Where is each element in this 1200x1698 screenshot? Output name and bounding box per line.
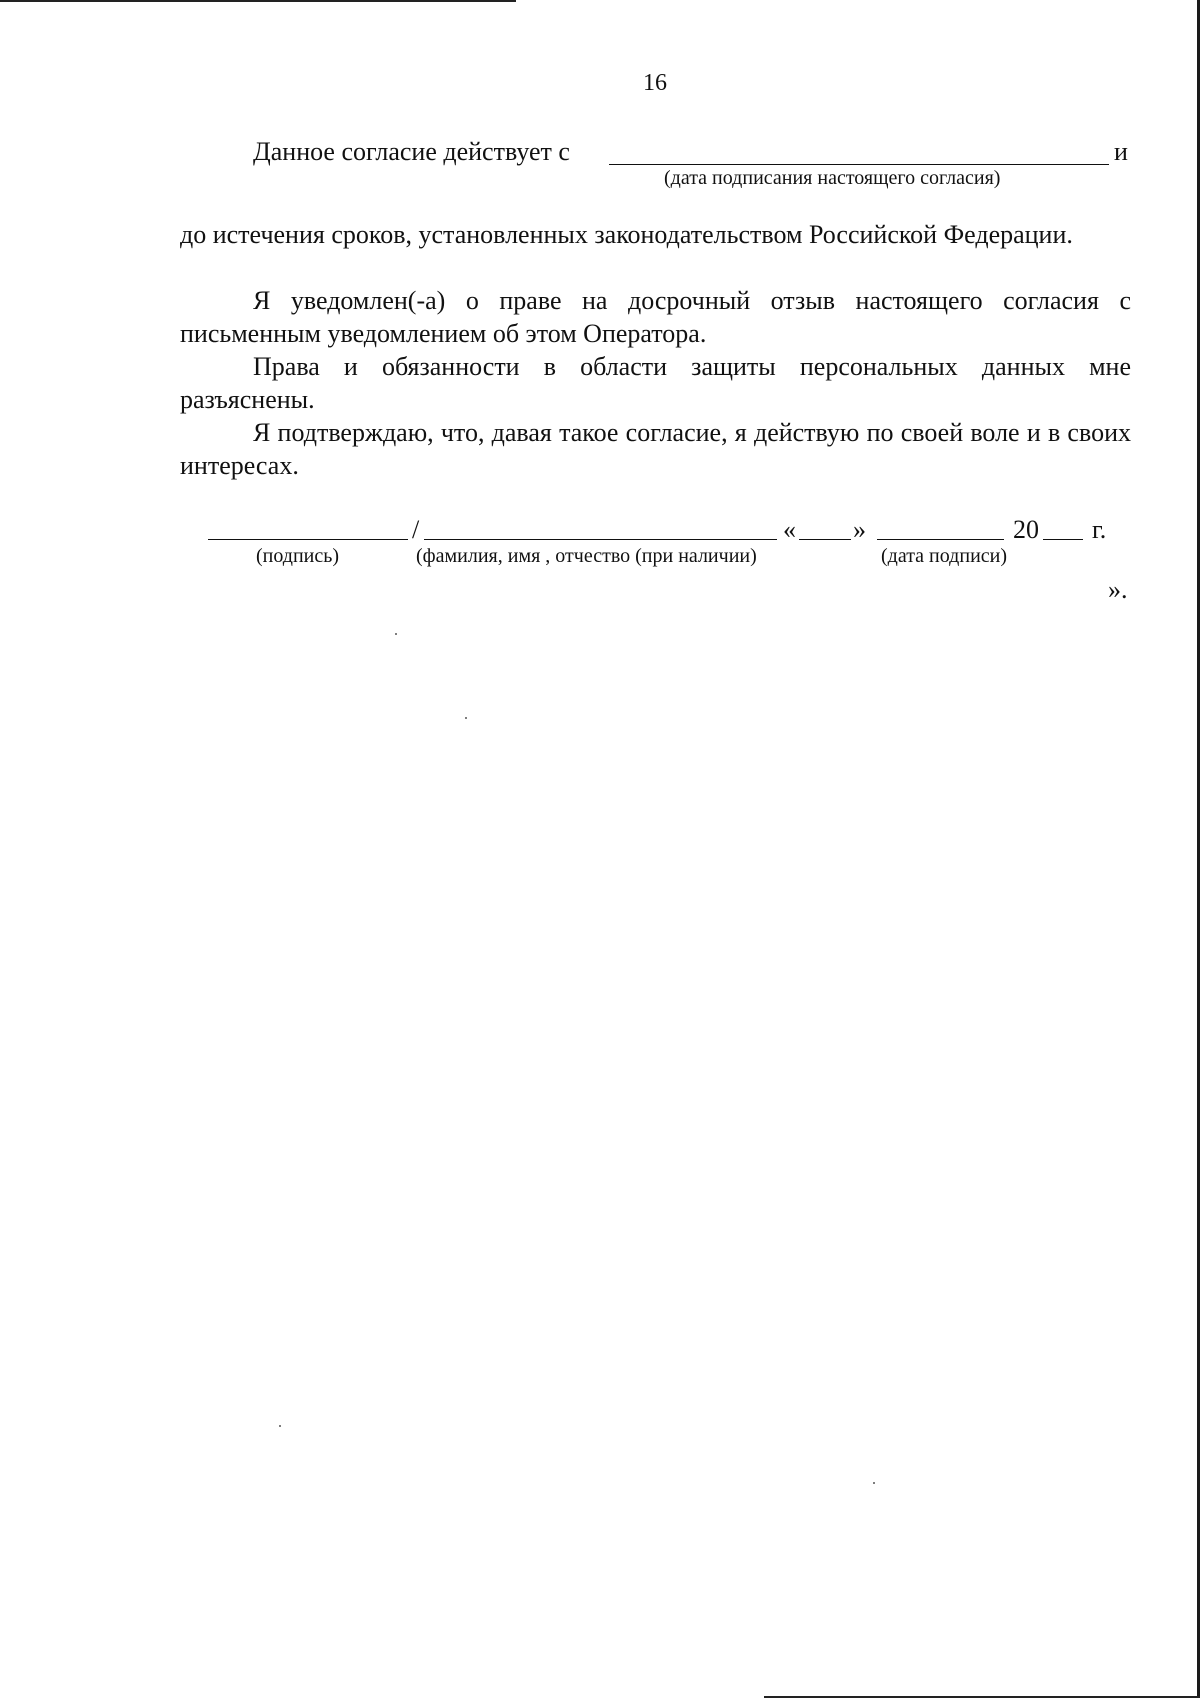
date-close-quote: »: [853, 515, 866, 544]
year-line: [1043, 539, 1083, 540]
signature-date-caption: (дата подписи): [881, 545, 1008, 567]
consent-start-date-line: [609, 164, 1109, 165]
paragraph-free-will: Я подтверждаю, что, давая такое согласие, я действую по своей воле и в своих интересах.: [180, 418, 1131, 480]
year-prefix: 20: [1013, 515, 1039, 544]
date-open-quote: «: [783, 515, 796, 544]
page-number: 16: [643, 70, 667, 96]
year-suffix: г.: [1092, 515, 1107, 544]
signature-caption: (подпись): [256, 545, 340, 567]
scan-edge-top: [0, 0, 516, 2]
scan-speck: [279, 1425, 281, 1427]
consent-date-caption: (дата подписания настоящего согласия): [664, 167, 1001, 189]
signature-line: [208, 539, 408, 540]
month-line: [877, 539, 1004, 540]
full-name-line: [424, 539, 777, 540]
full-name-caption: (фамилия, имя , отчество (при наличии): [416, 545, 757, 567]
day-line: [799, 539, 851, 540]
paragraph-rights-explained: Права и обязанности в области защиты персональных данных мне разъяснены.: [180, 352, 1131, 414]
consent-validity-suffix: и: [1114, 137, 1128, 166]
closing-quote-mark: ».: [1108, 575, 1128, 604]
scan-speck: [873, 1482, 875, 1484]
signature-slash: /: [412, 515, 420, 544]
paragraph-revocation-notice: Я уведомлен(-а) о праве на досрочный отзыв настоящего согласия с письменным уведомлением об этом Оператора.: [180, 286, 1131, 348]
scan-speck: [465, 717, 467, 719]
consent-validity-prefix: Данное согласие действует с: [253, 137, 570, 166]
scan-speck: [395, 633, 397, 635]
paragraph-legal-term: до истечения сроков, установленных законодательством Российской Федерации.: [180, 220, 1073, 249]
